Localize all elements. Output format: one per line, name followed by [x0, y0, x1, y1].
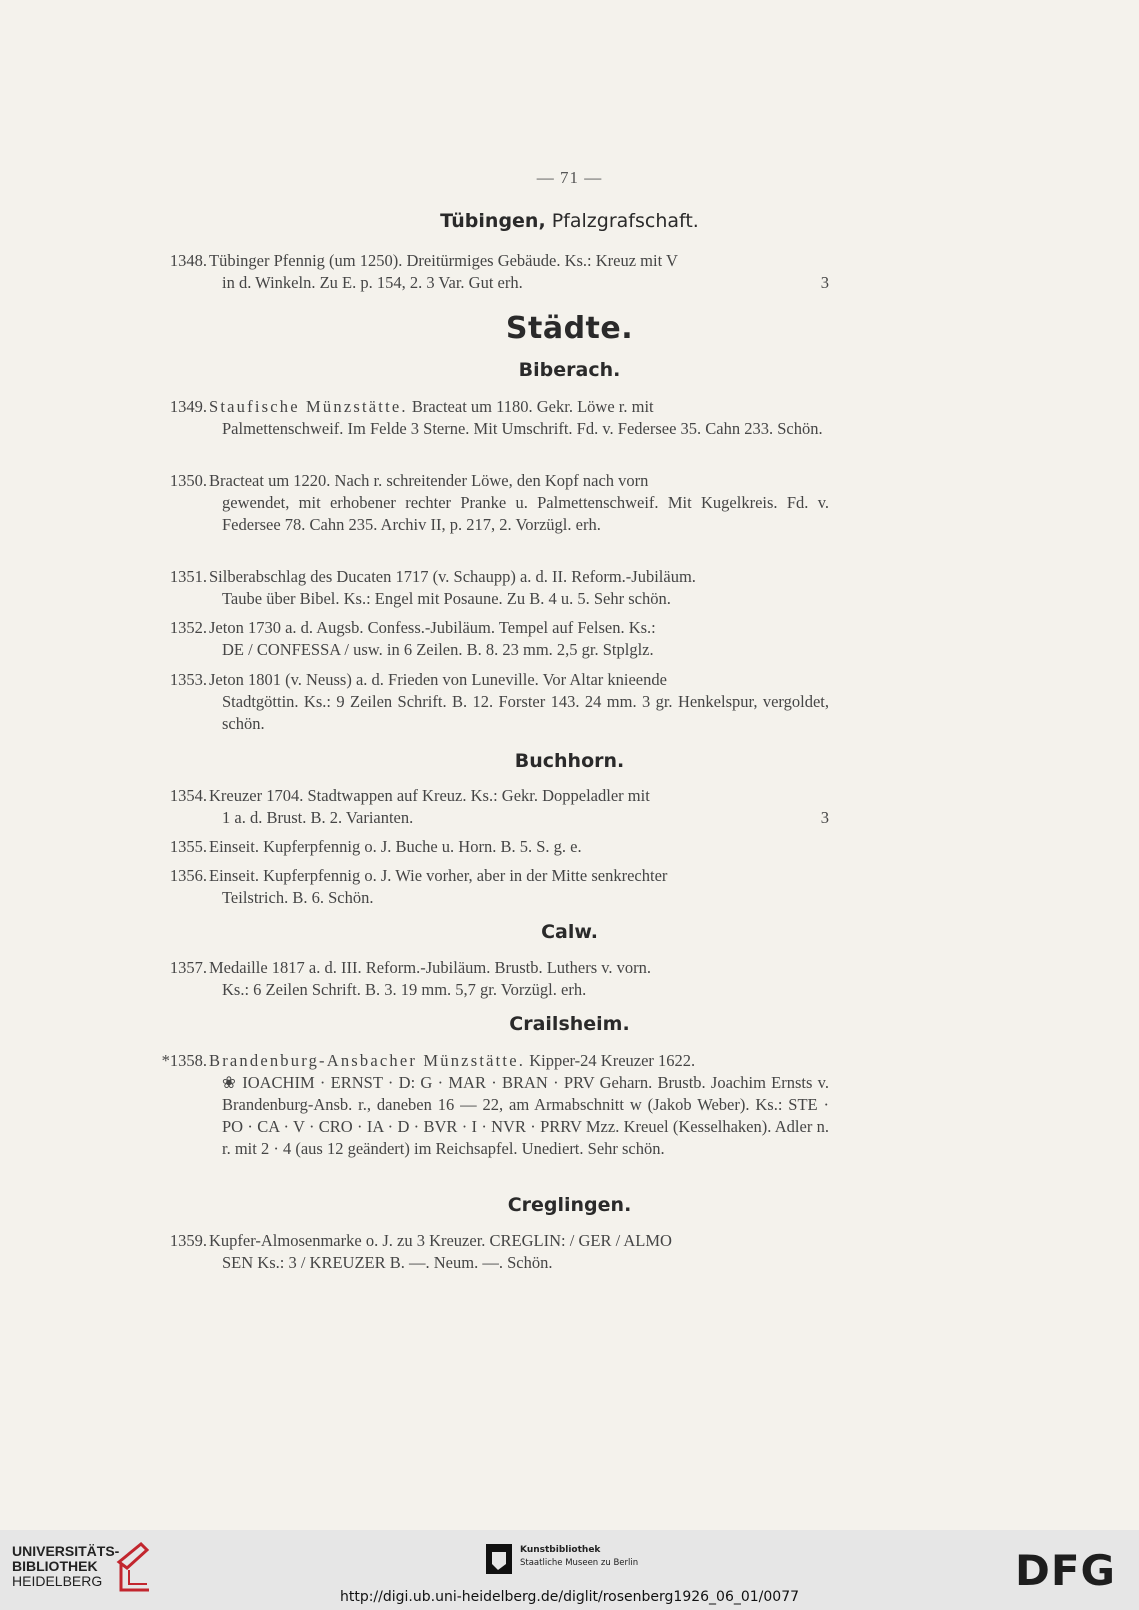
entry-1358 [147, 1050, 829, 1160]
entry-text-cont: 1 a. d. Brust. B. 2. Varianten. [222, 808, 414, 827]
entry-1355 [147, 836, 829, 858]
entry-lead: Staufische Münzstätte. [209, 397, 408, 416]
entry-text-cont: ❀ IOACHIM · ERNST · D: G · MAR · BRAN · PRV Geharn. Brustb. Joachim Ernsts v. Brandenburg-Ansb. r., daneben 16 — 22, am Armabschnitt w (Jakob Weber). Ks.: STE · PO · CA · V · CRO · IA · D · BVR · I · NVR · PRRV Mzz. Kreuel (Kesselhaken). Adler n. r. mit 2 · 4 (aus 12 geändert) im Reichsapfel. Unediert. Sehr schön. [222, 1073, 829, 1158]
page-number: — 71 — [536, 168, 603, 187]
source-url-link[interactable]: http://digi.ub.uni-heidelberg.de/diglit/rosenberg1926_06_01/0077 [339, 1589, 800, 1605]
section-heading-staedte: Städte. [505, 311, 634, 346]
entry-1352 [147, 617, 829, 661]
subheading-biberach: Biberach. [518, 359, 621, 381]
entry-number: 1352. [169, 618, 207, 637]
subheading-creglingen: Creglingen. [507, 1194, 632, 1216]
entry-1353 [147, 669, 829, 735]
entry-text: Bracteat um 1220. Nach r. schreitender Löwe, den Kopf nach vorn [209, 471, 649, 490]
entry-1348 [147, 250, 829, 294]
entry-1350 [147, 470, 829, 536]
entry-1349 [147, 396, 829, 440]
uni-line-2: BIBLIOTHEK [12, 1558, 98, 1574]
entry-price: 3 [820, 273, 829, 292]
entry-text: Tübinger Pfennig (um 1250). Dreitürmiges Gebäude. Ks.: Kreuz mit V [209, 251, 678, 270]
entry-number: 1359. [169, 1231, 207, 1250]
entry-text: Medaille 1817 a. d. III. Reform.-Jubiläum. Brustb. Luthers v. vorn. [209, 958, 652, 977]
kunstbibliothek-label[interactable] [520, 1544, 638, 1570]
subheading-crailsheim: Crailsheim. [509, 1013, 630, 1035]
entry-1356 [147, 865, 829, 909]
entry-price: 3 [820, 808, 829, 827]
section-heading-tuebingen-bold: Tübingen, [440, 210, 546, 232]
entry-number: 1354. [169, 786, 207, 805]
entry-text: Kupfer-Almosenmarke o. J. zu 3 Kreuzer. CREGLIN: / GER / ALMO [209, 1231, 672, 1250]
entry-number: 1355. [169, 837, 207, 856]
entry-number: 1357. [169, 958, 207, 977]
entry-text: Kipper-24 Kreuzer 1622. [525, 1051, 696, 1070]
entry-1357 [147, 957, 829, 1001]
entry-text-cont: SEN Ks.: 3 / KREUZER B. —. Neum. —. Schön. [222, 1253, 553, 1272]
dfg-logo[interactable]: DFG [1015, 1546, 1117, 1595]
entry-number: 1350. [169, 471, 207, 490]
entry-lead: Brandenburg-Ansbacher Münzstätte. [209, 1051, 526, 1070]
entry-text: Kreuzer 1704. Stadtwappen auf Kreuz. Ks.: Gekr. Doppeladler mit [209, 786, 650, 805]
uni-heidelberg-label[interactable] [12, 1544, 119, 1589]
uni-line-1: UNIVERSITÄTS- [12, 1543, 120, 1559]
entry-text-cont: Teilstrich. B. 6. Schön. [222, 888, 374, 907]
section-heading-tuebingen-rest: Pfalzgrafschaft. [545, 210, 699, 232]
entry-text: Bracteat um 1180. Gekr. Löwe r. mit [407, 397, 654, 416]
subheading-buchhorn: Buchhorn. [514, 750, 625, 772]
entry-text: Silberabschlag des Ducaten 1717 (v. Schaupp) a. d. II. Reform.-Jubiläum. [209, 567, 696, 586]
kb-line-1: Kunstbibliothek [520, 1545, 601, 1555]
entry-text-cont: Taube über Bibel. Ks.: Engel mit Posaune. Zu B. 4 u. 5. Sehr schön. [222, 589, 671, 608]
subheading-calw: Calw. [541, 921, 598, 943]
section-heading-tuebingen [0, 210, 1139, 232]
uni-line-3: HEIDELBERG [12, 1573, 103, 1589]
entry-text-cont: DE / CONFESSA / usw. in 6 Zeilen. B. 8. 23 mm. 2,5 gr. Stplglz. [222, 640, 654, 659]
entry-1354 [147, 785, 829, 829]
entry-1359 [147, 1230, 829, 1274]
kb-line-2: Staatliche Museen zu Berlin [520, 1558, 639, 1568]
entry-text: Jeton 1801 (v. Neuss) a. d. Frieden von Luneville. Vor Altar knieende [209, 670, 667, 689]
entry-number: 1353. [169, 670, 207, 689]
entry-number: *1358. [161, 1051, 207, 1070]
entry-text: Einseit. Kupferpfennig o. J. Buche u. Horn. B. 5. S. g. e. [209, 837, 582, 856]
entry-1351 [147, 566, 829, 610]
entry-text-cont: in d. Winkeln. Zu E. p. 154, 2. 3 Var. Gut erh. [222, 273, 523, 292]
entry-number: 1351. [169, 567, 207, 586]
entry-number: 1348. [169, 251, 207, 270]
entry-text: Einseit. Kupferpfennig o. J. Wie vorher, aber in der Mitte senkrechter [209, 866, 668, 885]
entry-text-cont: Palmettenschweif. Im Felde 3 Sterne. Mit Umschrift. Fd. v. Federsee 35. Cahn 233. Schön. [222, 419, 823, 438]
entry-number: 1356. [169, 866, 207, 885]
entry-text-cont: Stadtgöttin. Ks.: 9 Zeilen Schrift. B. 12. Forster 143. 24 mm. 3 gr. Henkelspur, vergoldet, schön. [222, 692, 829, 733]
entry-text-cont: Ks.: 6 Zeilen Schrift. B. 3. 19 mm. 5,7 gr. Vorzügl. erh. [222, 980, 587, 999]
uni-heidelberg-logo-icon [113, 1540, 155, 1592]
entry-number: 1349. [169, 397, 207, 416]
kunstbibliothek-logo-icon [486, 1544, 512, 1574]
entry-text: Jeton 1730 a. d. Augsb. Confess.-Jubiläum. Tempel auf Felsen. Ks.: [209, 618, 656, 637]
entry-text-cont: gewendet, mit erhobener rechter Pranke u. Palmettenschweif. Mit Kugelkreis. Fd. v. Federsee 78. Cahn 235. Archiv II, p. 217, 2. Vorzügl. erh. [222, 493, 829, 534]
digitization-footer [0, 1530, 1139, 1610]
